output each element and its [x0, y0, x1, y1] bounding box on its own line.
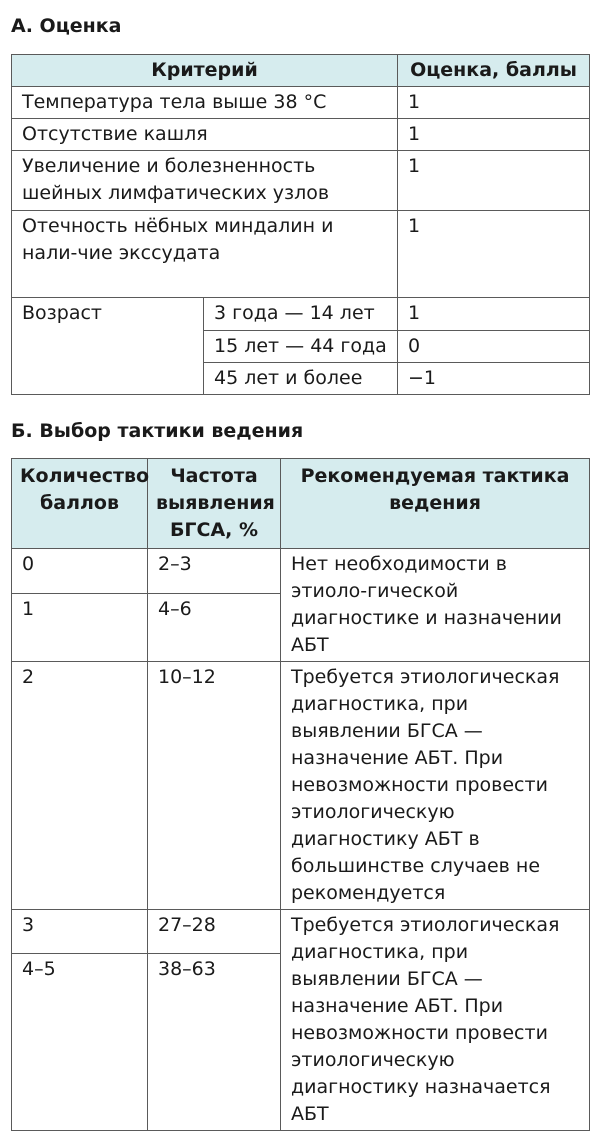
score-cell: −1: [398, 363, 590, 395]
header-frequency: Частота выявления БГСА, %: [148, 459, 281, 549]
criterion-cell: Отсутствие кашля: [12, 119, 398, 151]
points-cell: 0: [12, 549, 148, 594]
header-criterion: Критерий: [12, 55, 398, 87]
assessment-table: [11, 54, 590, 395]
table-row: [12, 549, 590, 594]
table-row: [12, 662, 590, 910]
frequency-cell: 38–63: [148, 953, 281, 1130]
section-a-title: А. Оценка: [11, 15, 122, 37]
table-row: [12, 910, 590, 954]
section-b-title: Б. Выбор тактики ведения: [11, 420, 304, 442]
frequency-cell: 2–3: [148, 549, 281, 594]
frequency-cell: 10–12: [148, 662, 281, 910]
age-range-cell: 3 года — 14 лет: [204, 298, 398, 331]
criterion-cell: Температура тела выше 38 °С: [12, 87, 398, 119]
header-score: Оценка, баллы: [398, 55, 590, 87]
header-points: Количество баллов: [12, 459, 148, 549]
age-range-cell: 45 лет и более: [204, 363, 398, 395]
age-range-cell: 15 лет — 44 года: [204, 331, 398, 363]
frequency-cell: 27–28: [148, 910, 281, 954]
criterion-cell: Отечность нёбных миндалин и нали-чие экссудата: [12, 211, 398, 298]
points-cell: 2: [12, 662, 148, 910]
score-cell: 1: [398, 211, 590, 298]
criterion-cell: Увеличение и болезненность шейных лимфатических узлов: [12, 151, 398, 211]
table-row: [12, 298, 590, 331]
score-cell: 1: [398, 87, 590, 119]
tactic-cell: Нет необходимости в этиоло-гической диагностике и назначении АБТ: [281, 549, 590, 662]
points-cell: 1: [12, 594, 148, 662]
frequency-cell: 4–6: [148, 594, 281, 662]
score-cell: 1: [398, 119, 590, 151]
tactic-cell: Требуется этиологическая диагностика, при выявлении БГСА — назначение АБТ. При невозможности провести этиологическую диагностику назначается АБТ: [281, 910, 590, 1131]
tactics-table: [11, 458, 590, 1131]
score-cell: 1: [398, 151, 590, 211]
header-tactic: Рекомендуемая тактика ведения: [281, 459, 590, 549]
score-cell: 1: [398, 298, 590, 331]
score-cell: 0: [398, 331, 590, 363]
table-row: [12, 87, 590, 119]
age-label-cell: Возраст: [12, 298, 204, 395]
tactic-cell: Требуется этиологическая диагностика, при выявлении БГСА — назначение АБТ. При невозможности провести этиологическую диагностику АБТ в большинстве случаев не рекомендуется: [281, 662, 590, 910]
table-row: [12, 211, 590, 298]
points-cell: 4–5: [12, 953, 148, 1130]
points-cell: 3: [12, 910, 148, 954]
table-row: [12, 151, 590, 211]
table-row: [12, 119, 590, 151]
